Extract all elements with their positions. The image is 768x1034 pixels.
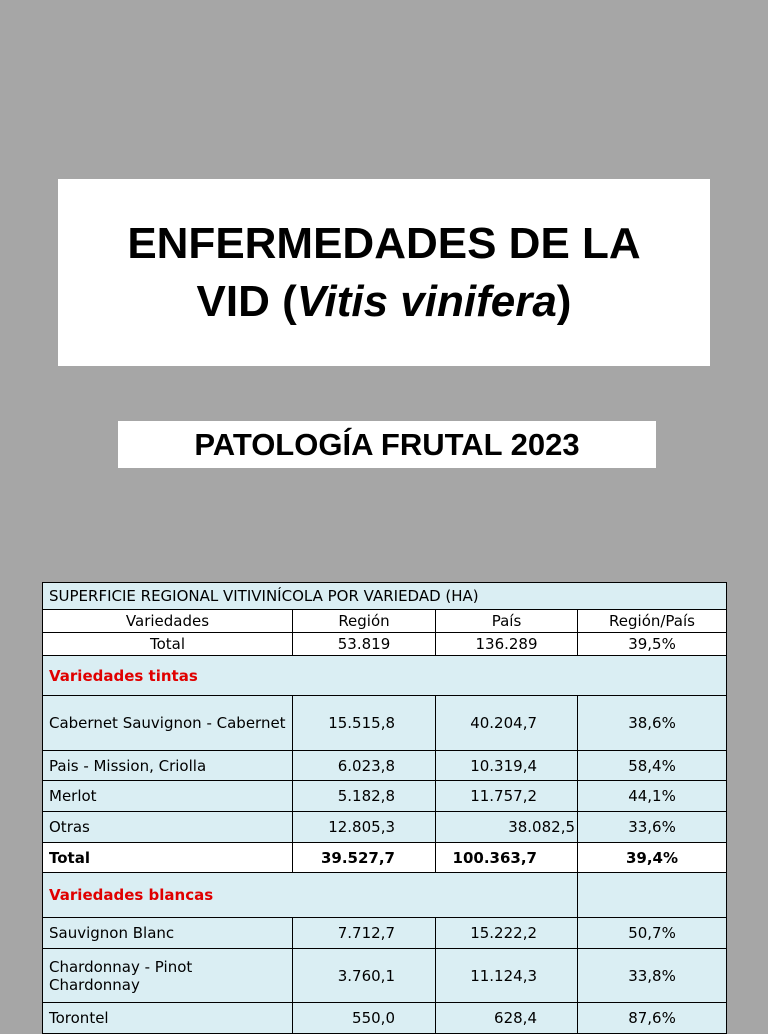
title-species: Vitis vinifera xyxy=(296,276,557,326)
variety-ratio: 50,7% xyxy=(578,918,727,949)
section-blancas-empty xyxy=(578,873,727,918)
table-row xyxy=(43,1003,727,1034)
variety-ratio: 33,6% xyxy=(578,812,727,843)
title-suffix: ) xyxy=(556,276,572,326)
header-variedades: Variedades xyxy=(43,610,293,633)
tintas-total-pais: 100.363,7 xyxy=(436,843,578,873)
grand-total-ratio: 39,5% xyxy=(578,633,727,656)
variety-region: 6.023,8 xyxy=(293,751,436,781)
variety-pais: 628,4 xyxy=(436,1003,578,1034)
variety-region: 12.805,3 xyxy=(293,812,436,843)
header-pais: País xyxy=(436,610,578,633)
grand-total-pais: 136.289 xyxy=(436,633,578,656)
tintas-total-region: 39.527,7 xyxy=(293,843,436,873)
grand-total-label: Total xyxy=(43,633,293,656)
table-row xyxy=(43,696,727,751)
tintas-total-row xyxy=(43,843,727,873)
variety-pais: 40.204,7 xyxy=(436,696,578,751)
table-row xyxy=(43,949,727,1003)
variety-region: 7.712,7 xyxy=(293,918,436,949)
table-row xyxy=(43,781,727,812)
table-caption-row xyxy=(43,583,727,610)
tintas-total-label: Total xyxy=(43,843,293,873)
section-blancas-row xyxy=(43,873,727,918)
variety-ratio: 33,8% xyxy=(578,949,727,1003)
table-row xyxy=(43,812,727,843)
grand-total-row xyxy=(43,633,727,656)
variety-pais: 15.222,2 xyxy=(436,918,578,949)
section-tintas-row xyxy=(43,656,727,696)
table-header-row xyxy=(43,610,727,633)
variety-pais: 10.319,4 xyxy=(436,751,578,781)
section-blancas-label: Variedades blancas xyxy=(43,873,578,918)
section-tintas-label: Variedades tintas xyxy=(43,656,727,696)
header-ratio: Región/País xyxy=(578,610,727,633)
variety-name: Chardonnay - Pinot Chardonnay xyxy=(43,949,293,1003)
title-line-2 xyxy=(197,273,572,331)
subtitle-box xyxy=(118,421,656,468)
surface-table xyxy=(42,582,727,1034)
variety-ratio: 87,6% xyxy=(578,1003,727,1034)
variety-pais: 38.082,5 xyxy=(436,812,578,843)
variety-pais: 11.757,2 xyxy=(436,781,578,812)
variety-name: Sauvignon Blanc xyxy=(43,918,293,949)
tintas-total-ratio: 39,4% xyxy=(578,843,727,873)
table-caption: SUPERFICIE REGIONAL VITIVINÍCOLA POR VARIEDAD (HA) xyxy=(43,583,727,610)
variety-pais: 11.124,3 xyxy=(436,949,578,1003)
grand-total-region: 53.819 xyxy=(293,633,436,656)
variety-region: 5.182,8 xyxy=(293,781,436,812)
variety-name: Cabernet Sauvignon - Cabernet xyxy=(43,696,293,751)
variety-ratio: 44,1% xyxy=(578,781,727,812)
title-box xyxy=(58,179,710,366)
variety-ratio: 58,4% xyxy=(578,751,727,781)
variety-region: 550,0 xyxy=(293,1003,436,1034)
table-row xyxy=(43,918,727,949)
title-prefix: VID ( xyxy=(196,276,297,326)
variety-name: Merlot xyxy=(43,781,293,812)
variety-ratio: 38,6% xyxy=(578,696,727,751)
variety-name: Otras xyxy=(43,812,293,843)
table-row xyxy=(43,751,727,781)
variety-region: 15.515,8 xyxy=(293,696,436,751)
subtitle: PATOLOGÍA FRUTAL 2023 xyxy=(194,426,580,462)
header-region: Región xyxy=(293,610,436,633)
variety-name: Torontel xyxy=(43,1003,293,1034)
variety-region: 3.760,1 xyxy=(293,949,436,1003)
variety-name: Pais - Mission, Criolla xyxy=(43,751,293,781)
title-line-1: ENFERMEDADES DE LA xyxy=(127,218,641,268)
